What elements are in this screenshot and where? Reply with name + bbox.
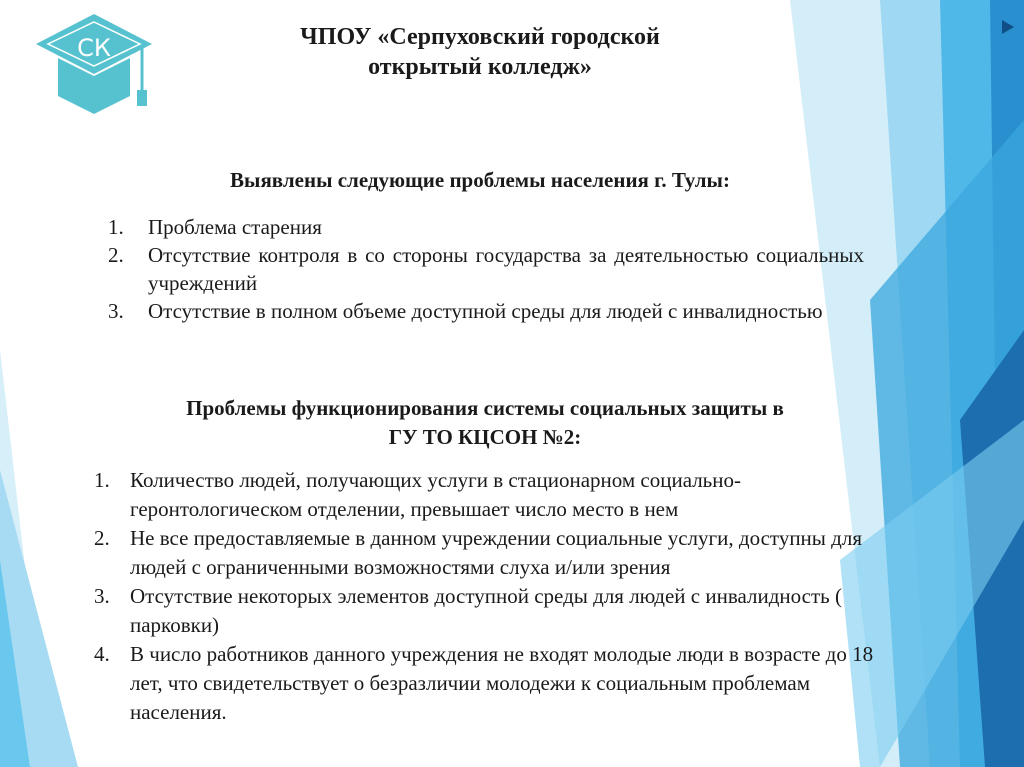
list-item-number: 1.: [94, 468, 110, 492]
graduation-cap-icon: [34, 12, 154, 116]
section2-list: [94, 466, 886, 727]
list-item-number: 1.: [108, 215, 124, 239]
list-item: [108, 241, 864, 297]
section2-title-line1: Проблемы функционирования системы социальных защиты в: [186, 396, 784, 420]
list-item-text: Отсутствие контроля в со стороны государства за деятельностью социальных учреждений: [148, 243, 864, 295]
section2-title-line2: ГУ ТО КЦСОН №2:: [388, 425, 582, 449]
list-item: [108, 213, 864, 241]
list-item: [94, 582, 886, 640]
college-title-line1: ЧПОУ «Серпуховский городской: [300, 24, 660, 50]
logo-text: СК: [77, 34, 111, 62]
list-item: [94, 640, 886, 727]
list-item-number: 2.: [94, 526, 110, 550]
section1-list: [108, 213, 864, 325]
list-item-number: 3.: [94, 584, 110, 608]
college-title: [220, 22, 740, 82]
list-item-text: Отсутствие некоторых элементов доступной среды для людей с инвалидность ( парковки): [130, 584, 842, 637]
section2-title: [90, 394, 880, 452]
list-item-text: В число работников данного учреждения не входят молодые люди в возрасте до 18 лет, что свидетельствует о безразличии молодежи к социальным проблемам населения.: [130, 642, 874, 724]
list-item: [94, 524, 886, 582]
list-item-number: 3.: [108, 299, 124, 323]
college-title-line2: открытый колледж»: [368, 54, 592, 80]
list-item-text: Отсутствие в полном объеме доступной среды для людей с инвалидностью: [148, 299, 823, 323]
list-item-text: Проблема старения: [148, 215, 322, 239]
section1-title: Выявлены следующие проблемы населения г. Тулы:: [230, 168, 730, 192]
list-item-text: Не все предоставляемые в данном учреждении социальные услуги, доступны для людей с ограниченными возможностями слуха и/или зрения: [130, 526, 862, 579]
list-item: [94, 466, 886, 524]
list-item-text: Количество людей, получающих услуги в стационарном социально-геронтологическом отделении, превышает число место в нем: [130, 468, 741, 521]
list-item-number: 2.: [108, 243, 124, 267]
list-item: [108, 297, 864, 325]
list-item-number: 4.: [94, 642, 110, 666]
